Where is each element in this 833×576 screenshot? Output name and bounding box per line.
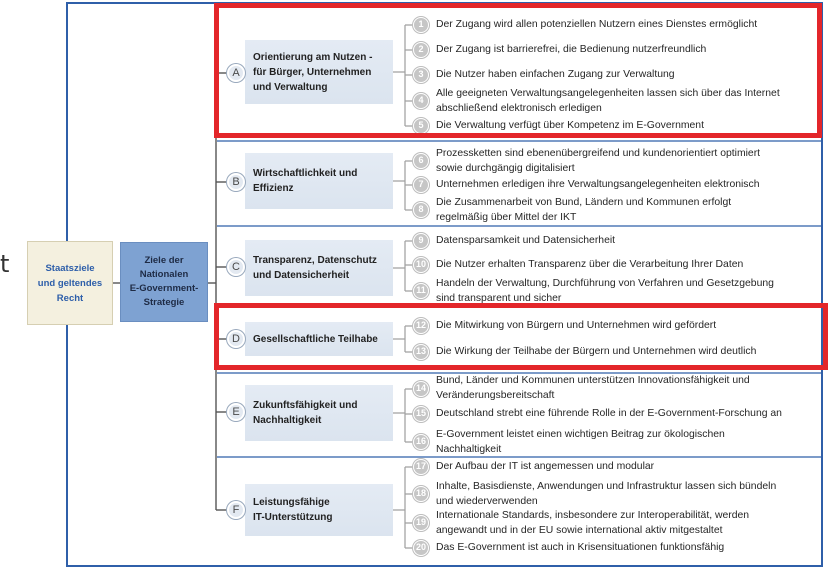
strategy-label-line: Ziele der <box>144 255 184 266</box>
goal-16-text <box>436 428 725 457</box>
goal-8-text <box>436 196 731 225</box>
goal-text-line: Das E-Government ist auch in Krisensituationen funktionsfähig <box>436 542 725 553</box>
goal-19-text <box>436 509 749 538</box>
category-label-line: und Datensicherheit <box>253 270 350 281</box>
goal-1-badge: 1 <box>413 17 429 33</box>
highlight-box-category-d <box>214 303 828 370</box>
goal-9-badge: 9 <box>413 233 429 249</box>
goal-text-line: angewandt und in der EU sowie international aktiv mitgestaltet <box>436 524 723 536</box>
goal-text-line: Alle geeigneten Verwaltungsangelegenheiten lassen sich über das Internet <box>436 88 780 99</box>
goal-12-badge: 12 <box>413 318 429 334</box>
goal-text-line: Internationale Standards, insbesondere zur Interoperabilität, werden <box>436 510 750 521</box>
category-label-line: Wirtschaftlichkeit und <box>253 168 358 179</box>
strategy-goals-box <box>120 242 208 322</box>
goal-text-line: Veränderungsbereitschaft <box>436 389 555 401</box>
goal-text-line: Prozessketten sind ebenenübergreifend und kundenorientiert optimiert <box>436 148 761 159</box>
category-label-line: Nachhaltigkeit <box>253 415 322 426</box>
goal-6-badge: 6 <box>413 153 429 169</box>
goal-7-badge: 7 <box>413 177 429 193</box>
goal-14-text <box>436 374 750 403</box>
category-label-line: Gesellschaftliche Teilhabe <box>253 333 378 345</box>
category-label-line: Effizienz <box>253 183 294 194</box>
goal-18-badge: 18 <box>413 486 429 502</box>
category-box-f <box>245 484 393 536</box>
goal-19-badge: 19 <box>413 515 429 531</box>
goal-text-line: Inhalte, Basisdienste, Anwendungen und Infrastruktur lassen sich bündeln <box>436 481 777 492</box>
category-letter-f: F <box>227 501 245 519</box>
goal-2-badge: 2 <box>413 42 429 58</box>
goal-13-badge: 13 <box>413 344 429 360</box>
category-box-e <box>245 385 393 441</box>
goal-text-line: Die Nutzer erhalten Transparenz über die Verarbeitung Ihrer Daten <box>436 259 744 270</box>
goal-15-text <box>436 407 782 422</box>
category-label-line: und Verwaltung <box>253 81 328 93</box>
category-label-line: Zukunftsfähigkeit und <box>253 400 358 411</box>
highlight-box-category-a <box>214 3 822 138</box>
category-letter-c: C <box>227 258 245 276</box>
goal-text-line: Die Zusammenarbeit von Bund, Ländern und Kommunen erfolgt <box>436 197 732 208</box>
goal-9-text <box>436 234 615 249</box>
category-label-line: Leistungsfähige <box>253 497 330 508</box>
goal-text-line: Die Verwaltung verfügt über Kompetenz im E-Government <box>436 120 704 131</box>
goal-18-text <box>436 480 776 509</box>
goal-text-line: Die Wirkung der Teilhabe der Bürgern und Unternehmen wird deutlich <box>436 346 757 357</box>
root-label-line: und geltendes <box>37 277 103 289</box>
category-label-line: Orientierung am Nutzen - <box>253 51 373 63</box>
goal-text-line: sowie durchgängig digitalisiert <box>436 162 575 174</box>
category-label-line: Transparenz, Datenschutz <box>253 255 377 266</box>
goal-text-line: Handeln der Verwaltung, Durchführung von Verfahren und Gesetzgebung <box>436 278 774 289</box>
category-label-line: für Bürger, Unternehmen <box>253 66 372 78</box>
goal-14-badge: 14 <box>413 381 429 397</box>
goal-6-text <box>436 147 760 176</box>
goal-8-badge: 8 <box>413 202 429 218</box>
goal-5-badge: 5 <box>413 118 429 134</box>
strategy-label-line: E-Government- <box>129 283 199 294</box>
goal-10-text <box>436 258 743 273</box>
category-box-c <box>245 240 393 296</box>
category-letter-b: B <box>227 173 245 191</box>
strategy-label-line: Nationalen <box>139 269 189 280</box>
goal-20-text <box>436 541 724 556</box>
goal-text-line: Der Aufbau der IT ist angemessen und modular <box>436 461 655 472</box>
cropped-edge-text: t <box>0 250 10 278</box>
category-letter-a: A <box>227 64 245 82</box>
goal-text-line: abschließend elektronisch erledigen <box>436 102 602 114</box>
goal-text-line: regelmäßig über Mittel der IKT <box>436 211 577 223</box>
goal-11-badge: 11 <box>413 283 429 299</box>
goal-17-text <box>436 460 654 475</box>
goal-text-line: Unternehmen erledigen ihre Verwaltungsangelegenheiten elektronisch <box>436 179 760 190</box>
category-label-line: IT-Unterstützung <box>253 512 333 523</box>
strategy-label-line: Strategie <box>143 297 185 308</box>
goal-text-line: sind transparent und sicher <box>436 292 562 304</box>
goal-text-line: Bund, Länder und Kommunen unterstützen Innovationsfähigkeit und <box>436 375 750 386</box>
goal-text-line: Der Zugang ist barrierefrei, die Bedienung nutzerfreundlich <box>436 44 707 55</box>
goal-11-text <box>436 277 774 306</box>
root-label-line: Recht <box>56 292 84 304</box>
goal-text-line: Der Zugang wird allen potenziellen Nutzern eines Dienstes ermöglicht <box>436 19 758 30</box>
root-label-line: Staatsziele <box>45 262 95 274</box>
goal-3-badge: 3 <box>413 67 429 83</box>
goal-text-line: Nachhaltigkeit <box>436 443 502 455</box>
goal-text-line: Die Nutzer haben einfachen Zugang zur Verwaltung <box>436 69 675 80</box>
goal-17-badge: 17 <box>413 459 429 475</box>
goal-7-text <box>436 178 759 193</box>
goal-text-line: Datensparsamkeit und Datensicherheit <box>436 235 616 246</box>
category-letter-d: D <box>227 330 245 348</box>
root-box-staatsziele <box>27 241 113 325</box>
goal-20-badge: 20 <box>413 540 429 556</box>
goal-text-line: E-Government leistet einen wichtigen Beitrag zur ökologischen <box>436 429 725 440</box>
goal-text-line: Die Mitwirkung von Bürgern und Unternehmen wird gefördert <box>436 320 717 331</box>
goal-16-badge: 16 <box>413 434 429 450</box>
goal-text-line: und wiederverwenden <box>436 495 538 507</box>
goal-10-badge: 10 <box>413 257 429 273</box>
goal-15-badge: 15 <box>413 406 429 422</box>
category-box-b <box>245 153 393 209</box>
category-letter-e: E <box>227 403 245 421</box>
goal-4-badge: 4 <box>413 93 429 109</box>
goal-text-line: Deutschland strebt eine führende Rolle in der E-Government-Forschung an <box>436 408 782 419</box>
